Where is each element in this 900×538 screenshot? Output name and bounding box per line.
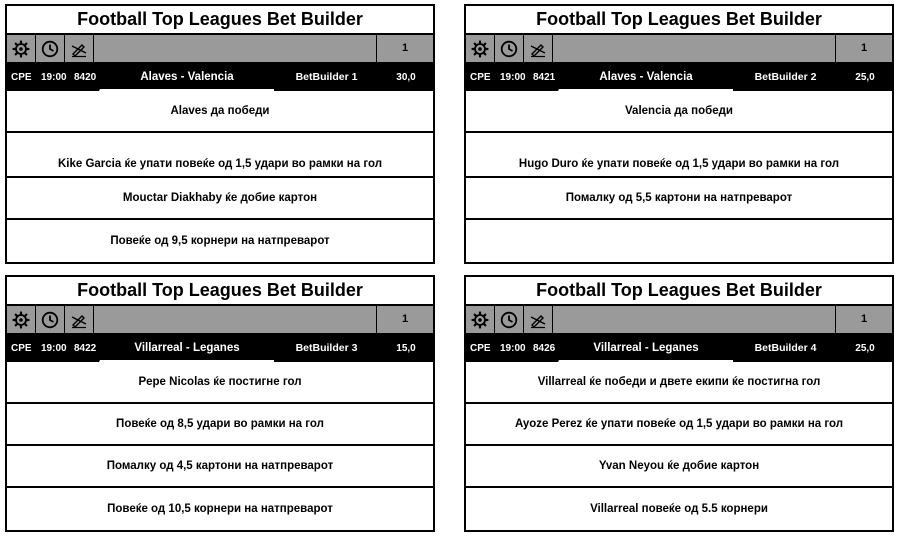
selection-row: Kike Garcia ќе упати повеќе од 1,5 удари во рамки на гол	[7, 133, 433, 178]
event-time: 19:00	[41, 342, 67, 354]
bet-builder-card	[5, 4, 435, 264]
odds-value: 15,0	[396, 342, 416, 354]
toolbar-spacer	[553, 35, 836, 62]
betbuilder-label: BetBuilder 2	[754, 71, 817, 83]
card-title: Football Top Leagues Bet Builder	[466, 277, 892, 306]
event-info-bar	[7, 63, 433, 91]
selection-row: Повеќе од 8,5 удари во рамки на гол	[7, 404, 433, 446]
event-info-bar	[466, 63, 892, 91]
clock-icon[interactable]	[495, 35, 524, 62]
card-toolbar	[466, 35, 892, 63]
match-name: Villarreal - Leganes	[99, 334, 274, 362]
selection-row: Alaves да победи	[7, 91, 433, 133]
clock-icon[interactable]	[495, 306, 524, 333]
selection-row: Villarreal повеќе од 5.5 корнери	[590, 503, 768, 515]
selection-row: Помалку од 5,5 картони на натпреварот	[466, 178, 892, 220]
odds-value: 25,0	[855, 342, 875, 354]
odds-value: 25,0	[855, 71, 875, 83]
gear-icon[interactable]	[466, 35, 495, 62]
card-title: Football Top Leagues Bet Builder	[7, 277, 433, 306]
event-info-bar	[7, 334, 433, 362]
selection-count: 1	[377, 306, 433, 333]
no-edit-icon[interactable]	[65, 35, 94, 62]
selection-count: 1	[836, 35, 892, 62]
no-edit-icon[interactable]	[524, 35, 553, 62]
selection-row: Помалку од 4,5 картони на натпреварот	[7, 446, 433, 488]
no-edit-icon[interactable]	[524, 306, 553, 333]
event-number: 8422	[74, 342, 97, 354]
selection-row: Valencia да победи	[466, 91, 892, 133]
match-name: Alaves - Valencia	[558, 63, 733, 91]
betbuilder-label: BetBuilder 3	[295, 342, 358, 354]
selection-count: 1	[836, 306, 892, 333]
bet-builder-card	[5, 275, 435, 532]
day-code: СРЕ	[470, 342, 491, 354]
toolbar-spacer	[553, 306, 836, 333]
card-toolbar	[466, 306, 892, 334]
betbuilder-label: BetBuilder 4	[754, 342, 817, 354]
day-code: СРЕ	[11, 71, 32, 83]
selection-count: 1	[377, 35, 433, 62]
event-number: 8426	[533, 342, 556, 354]
selection-row: Ayoze Perez ќе упати повеќе од 1,5 удари во рамки на гол	[466, 404, 892, 446]
event-time: 19:00	[500, 71, 526, 83]
card-title: Football Top Leagues Bet Builder	[466, 6, 892, 35]
toolbar-spacer	[94, 35, 377, 62]
selection-row: Повеќе од 10,5 корнери на натпреварот	[107, 503, 333, 515]
event-number: 8421	[533, 71, 556, 83]
selection-row: Yvan Neyou ќе добие картон	[466, 446, 892, 488]
card-toolbar	[7, 306, 433, 334]
clock-icon[interactable]	[36, 35, 65, 62]
no-edit-icon[interactable]	[65, 306, 94, 333]
day-code: СРЕ	[470, 71, 491, 83]
card-toolbar	[7, 35, 433, 63]
odds-value: 30,0	[396, 71, 416, 83]
toolbar-spacer	[94, 306, 377, 333]
selection-row: Hugo Duro ќе упати повеќе од 1,5 удари во рамки на гол	[466, 133, 892, 178]
gear-icon[interactable]	[466, 306, 495, 333]
clock-icon[interactable]	[36, 306, 65, 333]
match-name: Villarreal - Leganes	[558, 334, 733, 362]
selection-row: Mouctar Diakhaby ќе добие картон	[7, 178, 433, 220]
gear-icon[interactable]	[7, 35, 36, 62]
event-time: 19:00	[500, 342, 526, 354]
selection-row: Pepe Nicolas ќе постигне гол	[7, 362, 433, 404]
bet-builder-card	[464, 275, 894, 532]
betbuilder-label: BetBuilder 1	[295, 71, 358, 83]
gear-icon[interactable]	[7, 306, 36, 333]
event-number: 8420	[74, 71, 97, 83]
match-name: Alaves - Valencia	[99, 63, 274, 91]
selection-row: Повеќе од 9,5 корнери на натпреварот	[110, 235, 330, 247]
selection-row: Villarreal ќе победи и двете екипи ќе постигна гол	[466, 362, 892, 404]
card-title: Football Top Leagues Bet Builder	[7, 6, 433, 35]
event-time: 19:00	[41, 71, 67, 83]
day-code: СРЕ	[11, 342, 32, 354]
bet-builder-card	[464, 4, 894, 264]
event-info-bar	[466, 334, 892, 362]
selection-row	[466, 220, 892, 262]
